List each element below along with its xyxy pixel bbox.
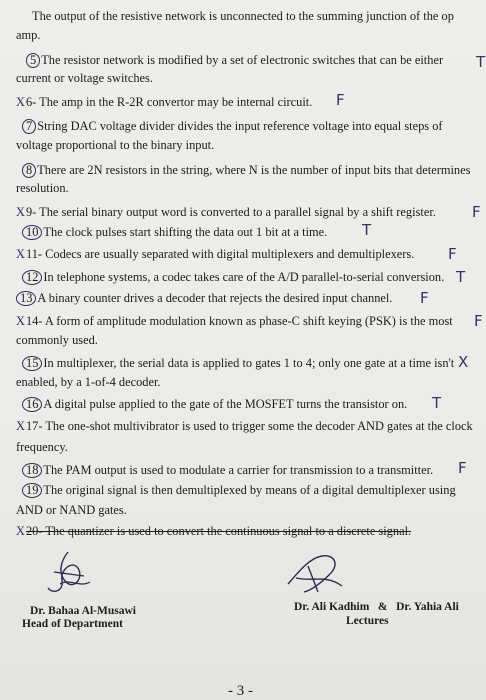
page-number: - 3 -	[228, 683, 253, 699]
grade-mark: T	[456, 268, 466, 286]
question-text: voltage proportional to the binary input.	[16, 138, 215, 152]
question-number-circled: 7	[22, 119, 36, 134]
lecturers-names: Dr. Ali Kadhim & Dr. Yahia Ali	[294, 601, 459, 613]
question-number-circled: 10	[22, 225, 42, 240]
question-number-circled: 13	[16, 291, 36, 306]
question-text: 17- The one-shot multivibrator is used to trigger some the decoder AND gates at the clock	[25, 419, 473, 433]
grade-mark: T	[432, 394, 442, 412]
cross-mark: X	[16, 247, 25, 261]
question-line	[16, 27, 40, 43]
question-text: A digital pulse applied to the gate of the MOSFET turns the transistor on.	[43, 397, 408, 411]
question-text: enabled, by a 1-of-4 decoder.	[16, 375, 161, 389]
question-text: There are 2N resistors in the string, where N is the number of input bits that determines	[37, 163, 471, 177]
head-name: Dr. Bahaa Al-Musawi	[30, 605, 136, 617]
question-text: commonly used.	[16, 333, 98, 347]
cross-mark: X	[16, 314, 25, 328]
question-text: In multiplexer, the serial data is applied to gates 1 to 4; only one gate at a time isn't	[43, 356, 455, 370]
question-text: 20- The quantizer is used to convert the continuous signal to a discrete signal.	[25, 524, 412, 538]
question-number-circled: 16	[22, 397, 42, 412]
question-line	[32, 8, 454, 24]
question-text: In telephone systems, a codec takes care of the A/D parallel-to-serial conversion.	[43, 270, 445, 284]
question-text: String DAC voltage divider divides the input reference voltage into equal steps of	[37, 119, 443, 133]
grade-mark: F	[336, 91, 345, 109]
question-text: AND or NAND gates.	[16, 503, 127, 517]
question-text: The original signal is then demultiplexed by means of a digital demultiplexer using	[43, 483, 456, 497]
question-text: The clock pulses start shifting the data out 1 bit at a time.	[43, 225, 328, 239]
grade-mark: F	[472, 203, 481, 221]
grade-mark: F	[458, 459, 467, 477]
question-line	[22, 269, 444, 285]
question-line	[16, 523, 411, 539]
question-line	[22, 355, 454, 371]
question-line	[16, 204, 436, 220]
cross-mark: X	[16, 205, 25, 219]
question-text: 9- The serial binary output word is converted to a parallel signal by a shift register.	[25, 205, 436, 219]
question-line	[16, 313, 453, 329]
question-line	[16, 418, 473, 434]
question-text: 11- Codecs are usually separated with digital multiplexers and demultiplexers.	[25, 247, 415, 261]
question-number-circled: 15	[22, 356, 42, 371]
question-line	[22, 224, 327, 240]
question-line	[16, 94, 312, 110]
grade-mark: F	[448, 245, 457, 263]
grade-mark: T	[362, 221, 372, 239]
grade-mark: F	[420, 289, 429, 307]
question-text: 14- A form of amplitude modulation known as phase-C shift keying (PSK) is the most	[25, 314, 453, 328]
question-line	[16, 137, 214, 153]
grade-mark: X	[458, 353, 469, 371]
signature-right	[282, 548, 354, 600]
question-number-circled: 18	[22, 463, 42, 478]
question-line	[22, 118, 443, 134]
question-line	[16, 439, 68, 455]
signature-left	[40, 548, 100, 600]
question-number-circled: 8	[22, 163, 36, 178]
question-line	[16, 332, 98, 348]
question-line	[22, 482, 456, 498]
question-line	[22, 462, 433, 478]
question-line	[22, 396, 407, 412]
cross-mark: X	[16, 419, 25, 433]
question-line	[16, 290, 392, 306]
question-line	[16, 246, 414, 262]
question-line	[26, 52, 443, 68]
question-text: amp.	[16, 28, 41, 42]
question-text: frequency.	[16, 440, 68, 454]
question-text: 6- The amp in the R-2R convertor may be internal circuit.	[25, 95, 313, 109]
grade-mark: T	[476, 53, 486, 71]
question-line	[16, 70, 153, 86]
lecturers-title: Lectures	[346, 615, 389, 627]
cross-mark: X	[16, 524, 25, 538]
question-text: The resistor network is modified by a set of electronic switches that can be either	[41, 53, 444, 67]
question-line	[16, 502, 127, 518]
question-text: resolution.	[16, 181, 69, 195]
question-number-circled: 5	[26, 53, 40, 68]
question-text: The output of the resistive network is unconnected to the summing junction of the op	[32, 9, 454, 23]
question-number-circled: 19	[22, 483, 42, 498]
head-title: Head of Department	[22, 618, 123, 630]
question-text: The PAM output is used to modulate a carrier for transmission to a transmitter.	[43, 463, 434, 477]
question-line	[16, 180, 69, 196]
question-text: A binary counter drives a decoder that rejects the desired input channel.	[37, 291, 393, 305]
question-line	[16, 374, 161, 390]
grade-mark: F	[474, 312, 483, 330]
question-line	[22, 162, 470, 178]
question-number-circled: 12	[22, 270, 42, 285]
question-text: current or voltage switches.	[16, 71, 153, 85]
cross-mark: X	[16, 95, 25, 109]
